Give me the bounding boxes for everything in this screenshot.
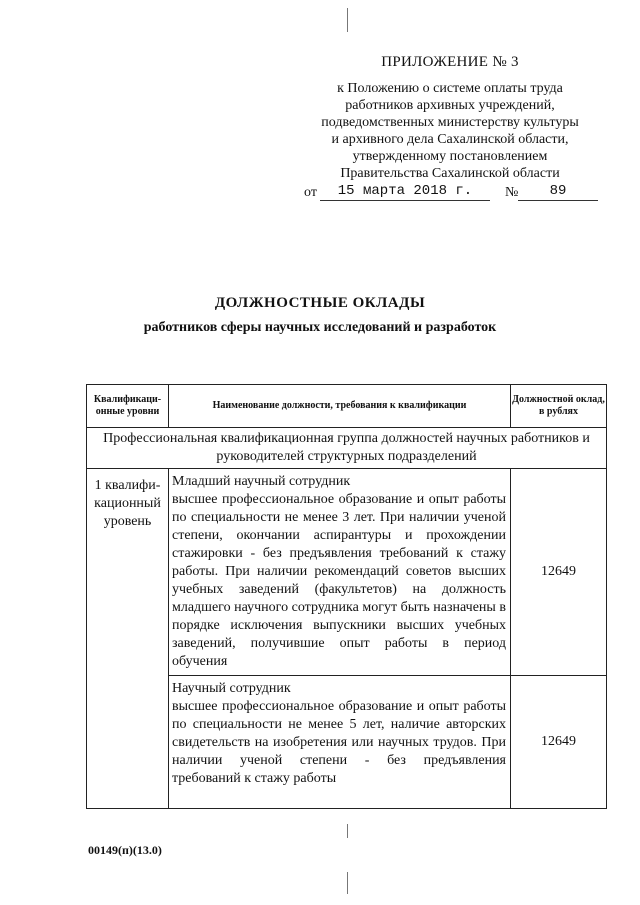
scan-fold-mark: [347, 872, 348, 894]
description-cell: [169, 469, 511, 676]
document-code: 00149(п)(13.0): [88, 843, 162, 857]
group-title: Профессиональная квалификационная группа должностей научных работников и руководителей структурных подразделений: [87, 428, 607, 469]
salary-cell: 12649: [511, 676, 607, 809]
appendix-line: к Положению о системе оплаты труда: [337, 81, 563, 96]
number-label: №: [505, 185, 519, 200]
position-requirements: высшее профессиональное образование и опыт работы по специальности не менее 3 лет. При наличии ученой степени, окончании аспирантуры и прохождении стажировки - без предъявления требований к стажу работы. При наличии рекомендаций советов высших учебных заведений (факультетов) на должность младшего научного сотрудника могут быть назначены в порядке исключения выпускники высших учебных заведений, получившие опыт работы в период обучения: [172, 492, 506, 669]
position-name: Научный сотрудник: [172, 681, 291, 696]
appendix-title: ПРИЛОЖЕНИЕ № 3: [381, 54, 519, 70]
from-label: от: [304, 185, 317, 200]
table-row: [87, 469, 607, 676]
header-salary: Должностной оклад, в рублях: [511, 385, 607, 428]
appendix-line: подведомственных министерству культуры: [321, 115, 579, 130]
position-requirements: высшее профессиональное образование и опыт работы по специальности не менее 5 лет, наличие авторских свидетельств на изобретения или научных трудов. При наличии ученой степени - без предъявления требований к стажу работы: [172, 699, 506, 786]
scan-fold-mark: [347, 8, 348, 32]
scan-fold-mark: [347, 824, 348, 838]
document-subtitle: работников сферы научных исследований и разработок: [143, 320, 497, 335]
description-cell: [169, 676, 511, 809]
salary-cell: 12649: [511, 469, 607, 676]
appendix-line: и архивного дела Сахалинской области,: [331, 132, 569, 147]
header-level: Квалификаци-онные уровни: [87, 385, 169, 428]
decree-date: 15 марта 2018 г.: [320, 183, 490, 201]
table-header-row: [87, 385, 607, 428]
decree-number: 89: [518, 183, 598, 201]
appendix-line: утвержденному постановлением: [352, 149, 548, 164]
level-cell: 1 квалифи-кационный уровень: [87, 469, 169, 809]
header-name: Наименование должности, требования к квалификации: [169, 385, 511, 428]
appendix-block: [300, 54, 600, 182]
document-title: ДОЛЖНОСТНЫЕ ОКЛАДЫ: [214, 295, 426, 311]
appendix-line: Правительства Сахалинской области: [340, 166, 560, 181]
group-row: [87, 428, 607, 469]
salary-table: [86, 384, 607, 809]
position-name: Младший научный сотрудник: [172, 474, 351, 489]
appendix-line: работников архивных учреждений,: [345, 98, 555, 113]
